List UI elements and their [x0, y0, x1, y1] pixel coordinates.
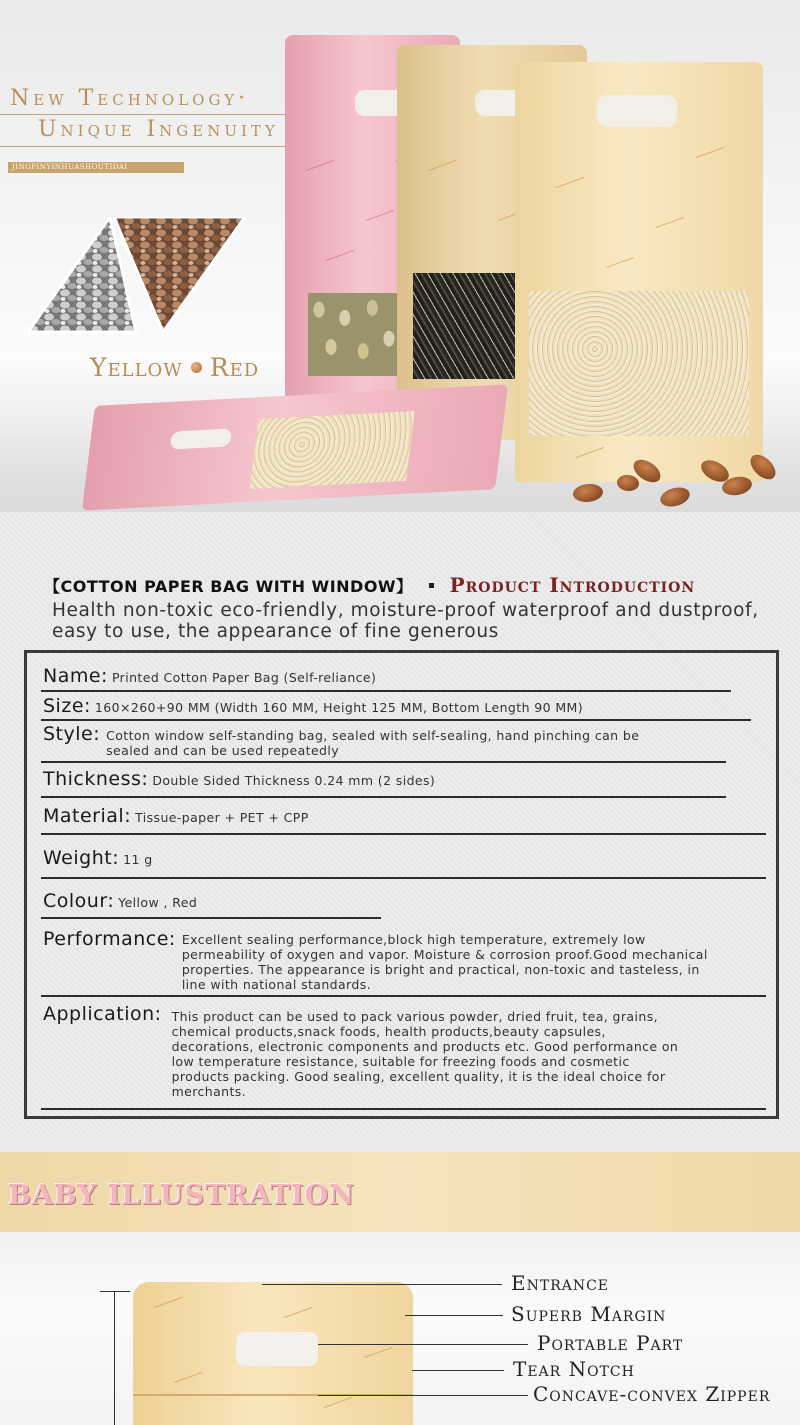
row-divider	[41, 995, 766, 997]
row-divider	[41, 877, 766, 879]
separator-dot-icon	[191, 362, 202, 373]
spec-label: Application:	[43, 1003, 162, 1025]
row-divider	[41, 833, 766, 835]
spec-title-row	[44, 570, 695, 600]
bag-handle	[170, 428, 233, 449]
spec-label: Colour:	[43, 890, 115, 912]
bag-window-pistachios	[308, 293, 400, 376]
spec-value: Yellow , Red	[118, 895, 198, 910]
tagline-divider	[0, 146, 290, 147]
illustration-banner	[0, 1152, 800, 1232]
spec-row-application	[43, 1003, 692, 1099]
hero-tagline-1: New Technology·	[10, 86, 250, 111]
callout-line-margin	[405, 1315, 503, 1316]
spec-label: Name:	[43, 665, 108, 687]
row-divider	[41, 719, 751, 721]
spec-value: Excellent sealing performance,block high temperature, extremely low permeability of oxygen and vapor. Moisture & corrosion proof.Good mechanical properties. The appearance is bright and practical, non-toxic and tasteless, in line with national standards.	[181, 932, 708, 992]
spec-row-name	[43, 665, 376, 687]
spec-value: Printed Cotton Paper Bag (Self-reliance)	[111, 670, 377, 685]
section-gap	[0, 1134, 800, 1152]
product-title: 【COTTON PAPER BAG WITH WINDOW】	[44, 576, 413, 596]
spec-value: Cotton window self-standing bag, sealed with self-sealing, hand pinching can be sealed and can be used repeatedly	[106, 728, 640, 758]
spec-label: Size:	[43, 695, 91, 717]
spec-value: This product can be used to pack various powder, dried fruit, tea, grains, chemical products,snack foods, health products,beauty capsules, decorations, electronic components and products etc. Good performance on low temperature resistance, suitable for freezing foods and cosmetic products packing. Good sealing, excellent quality, it is the ideal choice for merchants.	[171, 1009, 679, 1099]
spec-label: Thickness:	[43, 768, 149, 790]
color-yellow-label: Yellow	[90, 353, 183, 382]
hero-banner	[0, 0, 800, 512]
callout-zipper: Concave-convex Zipper	[533, 1382, 771, 1406]
illustration-banner-title: BABY ILLUSTRATION	[8, 1180, 355, 1211]
spec-value: 11 g	[123, 852, 153, 867]
callout-tear-notch: Tear Notch	[513, 1357, 635, 1381]
spec-row-performance	[43, 928, 722, 992]
spec-label: Material:	[43, 805, 132, 827]
bag-window-rice	[250, 411, 415, 489]
spec-value: Double Sided Thickness 0.24 mm (2 sides)	[152, 773, 436, 788]
spec-label: Style:	[43, 723, 101, 745]
hero-tagline-2: Unique Ingenuity	[38, 117, 279, 142]
product-description: Health non-toxic eco-friendly, moisture-proof waterproof and dustproof, easy to use, the appearance of fine generous	[52, 600, 759, 642]
callout-entrance: Entrance	[511, 1271, 610, 1295]
callout-superb-margin: Superb Margin	[511, 1302, 667, 1326]
spec-row-material	[43, 805, 309, 827]
spec-row-colour	[43, 890, 197, 912]
spec-label: Performance:	[43, 928, 176, 950]
spec-table	[24, 650, 779, 1119]
callout-line-entrance	[262, 1284, 502, 1285]
callout-line-notch	[412, 1370, 504, 1371]
nuts-diamond-graphic	[28, 217, 246, 337]
height-bracket	[114, 1291, 115, 1425]
spec-row-weight	[43, 847, 153, 869]
almond-icon	[617, 475, 639, 491]
spec-value: Tissue-paper + PET + CPP	[135, 810, 309, 825]
spec-row-thickness	[43, 768, 435, 790]
row-divider	[41, 761, 726, 763]
color-red-label: Red	[209, 353, 260, 382]
row-divider	[41, 796, 726, 798]
callout-line-portable	[318, 1344, 528, 1345]
spec-value: 160×260+90 MM (Width 160 MM, Height 125 MM, Bottom Length 90 MM)	[94, 700, 583, 715]
illustration-handle-hole	[236, 1332, 318, 1366]
spec-row-style	[43, 723, 686, 758]
row-divider	[41, 917, 381, 919]
callout-line-zipper	[318, 1395, 528, 1396]
row-divider	[41, 690, 731, 692]
lying-pink-bag	[82, 384, 508, 510]
bag-window-rice	[529, 291, 749, 436]
color-options-label	[90, 353, 259, 382]
row-divider	[41, 1108, 766, 1110]
spec-row-size	[43, 695, 583, 717]
square-bullet-icon	[429, 583, 434, 588]
height-bracket-top	[100, 1291, 130, 1292]
bag-handle	[597, 95, 677, 127]
hero-sub-banner: JINGPINYINHUASHOUTIDAI	[8, 162, 184, 173]
spec-label: Weight:	[43, 847, 120, 869]
callout-portable-part: Portable Part	[537, 1331, 684, 1355]
product-introduction-label: Product Introduction	[449, 573, 696, 597]
cream-bag	[515, 62, 763, 482]
tagline-divider	[0, 114, 290, 115]
